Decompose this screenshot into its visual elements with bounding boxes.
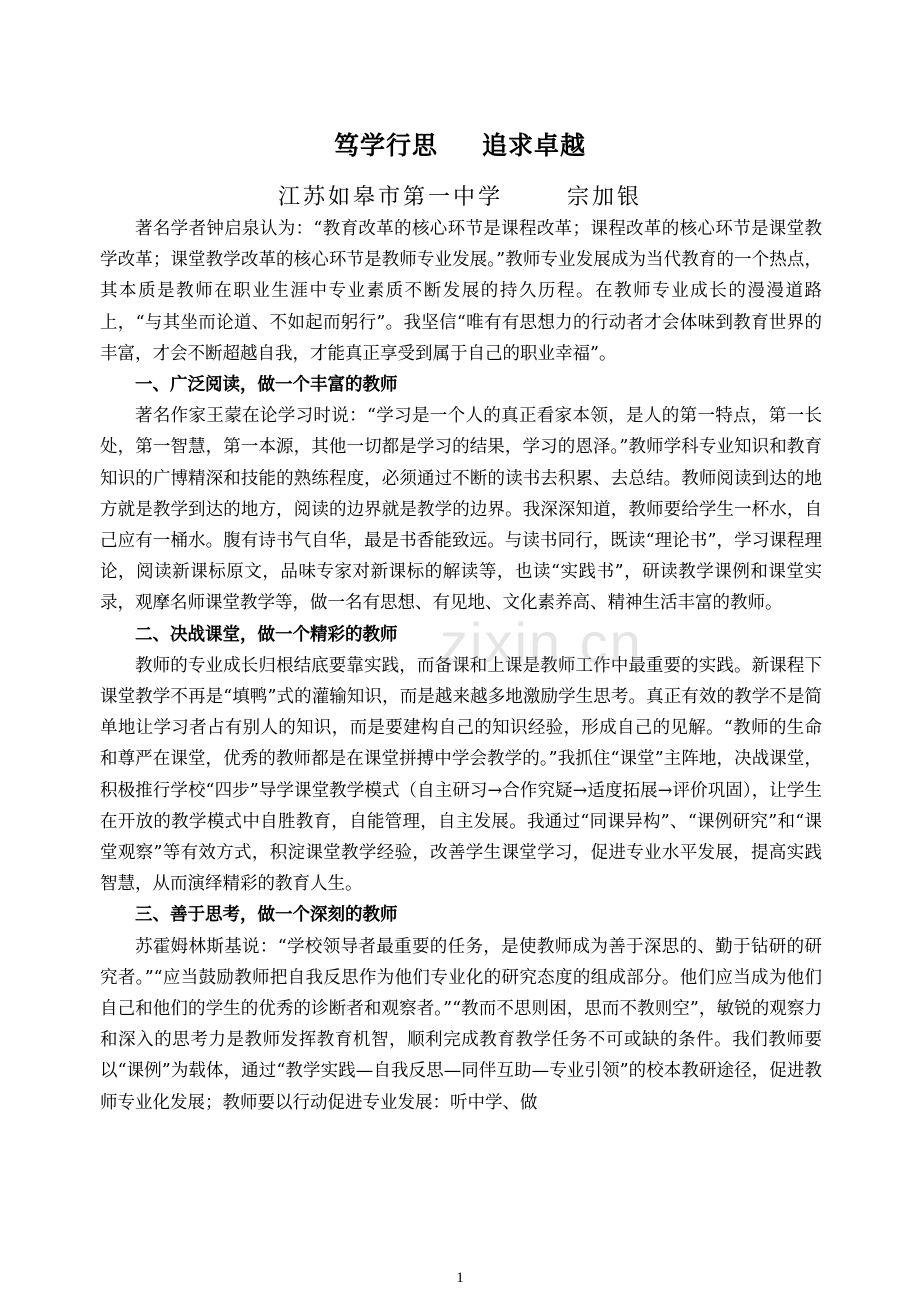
author-name: 宗加银	[567, 185, 643, 210]
intro-paragraph: 著名学者钟启泉认为：“教育改革的核心环节是课程改革；课程改革的核心环节是课堂教学改革；课堂教学改革的核心环节是教师专业发展。”教师专业发展成为当代教育的一个热点，其本质是教师在职业生涯中专业素质不断发展的持久历程。在教师专业成长的漫漫道路上，“与其坐而论道、不如起而躬行”。我坚信“唯有有思想力的行动者才会体味到教育世界的丰富，才会不断超越自我，才能真正享受到属于自己的职业幸福”。	[100, 219, 822, 364]
section-paragraph-2: 教师的专业成长归根结底要靠实践，而备课和上课是教师工作中最重要的实践。新课程下课堂教学不再是“填鸭”式的灌输知识，而是越来越多地激励学生思考。真正有效的教学不是简单地让学习者占有别人的知识，而是要建构自己的知识经验，形成自己的见解。“教师的生命和尊严在课堂，优秀的教师都是在课堂拼搏中学会教学的。”我抓住“课堂”主阵地，决战课堂，积极推行学校“四步”导学课堂教学模式（自主研习→合作究疑→适度拓展→评价巩固），让学生在开放的教学模式中自胜教育，自能管理，自主发展。我通过“同课异构”、“课例研究”和“课堂观察”等有效方式，积淀课堂教学经验，改善学生课堂学习，促进专业水平发展，提高实践智慧，从而演绎精彩的教育人生。	[100, 655, 822, 895]
section-heading-2: 二、决战课堂，做一个精彩的教师	[135, 624, 398, 645]
author-byline	[0, 180, 920, 211]
document-title	[0, 126, 920, 162]
section-paragraph-1: 著名作家王蒙在论学习时说：“学习是一个人的真正看家本领，是人的第一特点，第一长处，第一智慧，第一本源，其他一切都是学习的结果，学习的恩泽。”教师学科专业知识和教育知识的广博精深和技能的熟练程度，必须通过不断的读书去积累、去总结。教师阅读到达的地方就是教学到达的地方，阅读的边界就是教学的边界。我深深知道，教师要给学生一杯水，自己应有一桶水。腹有诗书气自华，最是书香能致远。与读书同行，既读“理论书”，学习课程理论，阅读新课标原文，品味专家对新课标的解读等，也读“实践书”，研读教学课例和课堂实录，观摩名师课堂教学等，做一名有思想、有见地、文化素养高、精神生活丰富的教师。	[100, 406, 822, 614]
school-name: 江苏如皋市第一中学	[277, 185, 503, 210]
watermark: zixin.cn	[440, 611, 643, 674]
section-heading-3: 三、善于思考，做一个深刻的教师	[135, 905, 398, 926]
title-part-2: 追求卓越	[482, 131, 587, 160]
title-part-1: 笃学行思	[333, 131, 438, 160]
section-heading-1: 一、广泛阅读，做一个丰富的教师	[135, 375, 398, 396]
section-paragraph-3: 苏霍姆林斯基说：“学校领导者最重要的任务，是使教师成为善于深思的、勤于钻研的研究者。”“应当鼓励教师把自我反思作为他们专业化的研究态度的组成部分。他们应当成为他们自己和他们的学生的优秀的诊断者和观察者。”“教而不思则困，思而不教则空”，敏锐的观察力和深入的思考力是教师发挥教育机智，顺利完成教育教学任务不可或缺的条件。我们教师要以“课例”为载体，通过“教学实践—自我反思—同伴互助—专业引领”的校本教研途径，促进教师专业化发展；教师要以行动促进专业发展：听中学、做	[100, 936, 822, 1113]
page-number: 1	[456, 1270, 464, 1286]
